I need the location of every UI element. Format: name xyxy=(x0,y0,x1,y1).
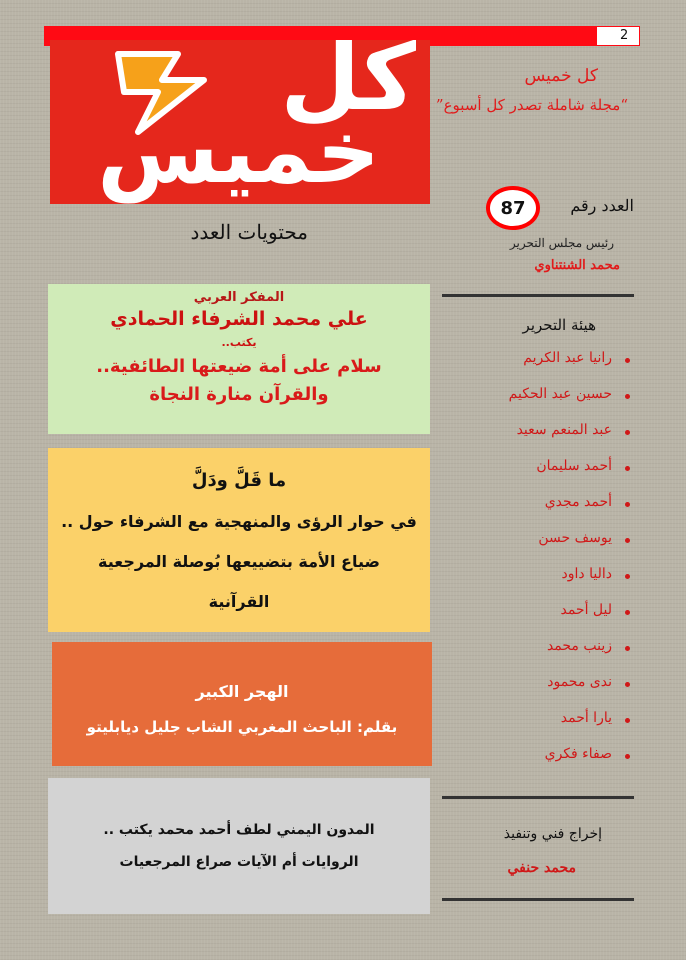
bullet-icon xyxy=(625,358,630,363)
bullet-icon xyxy=(625,610,630,615)
list-item: يارا أحمد xyxy=(470,704,640,740)
design-credit-label: إخراج فني وتنفيذ xyxy=(503,826,602,842)
design-credit-name: محمد حنفي xyxy=(507,860,576,876)
article-line: المدون اليمني لطف أحمد محمد يكتب .. xyxy=(103,822,375,838)
logo-line-1: كل xyxy=(280,40,416,131)
article-author: علي محمد الشرفاء الحمادي xyxy=(110,308,368,330)
magazine-logo xyxy=(50,40,430,204)
page-number-box xyxy=(596,26,640,46)
list-item: عبد المنعم سعيد xyxy=(470,416,640,452)
bullet-icon xyxy=(625,682,630,687)
list-item: داليا داود xyxy=(470,560,640,596)
editorial-board-list xyxy=(470,344,640,776)
list-item: ندى محمود xyxy=(470,668,640,704)
logo-line-2: خميس xyxy=(97,100,380,203)
magazine-name: كل خميس xyxy=(524,66,598,86)
article-title: ما قَلَّ ودَلَّ xyxy=(191,470,287,491)
list-item: يوسف حسن xyxy=(470,524,640,560)
article-line: ضياع الأمة بتضييعها بُوصلة المرجعية xyxy=(98,552,380,571)
list-item: صفاء فكري xyxy=(470,740,640,776)
bullet-icon xyxy=(625,538,630,543)
divider xyxy=(442,898,634,901)
chief-editor-label: رئيس مجلس التحرير xyxy=(509,236,614,250)
article-writes: يكتب.. xyxy=(221,336,257,349)
list-item: زينب محمد xyxy=(470,632,640,668)
bullet-icon xyxy=(625,754,630,759)
article-line: القرآنية xyxy=(208,592,270,611)
article-card-2[interactable] xyxy=(48,448,430,632)
issue-number-badge: 87 xyxy=(486,186,540,230)
article-title-line: سلام على أمة ضيعتها الطائفية.. xyxy=(96,356,382,377)
contents-title: محتويات العدد xyxy=(190,220,308,244)
issue-label: العدد رقم xyxy=(570,196,634,215)
bullet-icon xyxy=(625,574,630,579)
chief-editor-name: محمد الشنتناوي xyxy=(534,258,620,273)
bullet-icon xyxy=(625,718,630,723)
divider xyxy=(442,294,634,297)
article-card-3[interactable] xyxy=(52,642,432,766)
article-card-1[interactable] xyxy=(48,284,430,434)
bullet-icon xyxy=(625,502,630,507)
article-kicker: المفكر العربي xyxy=(193,290,285,305)
article-card-4[interactable] xyxy=(48,778,430,914)
bullet-icon xyxy=(625,394,630,399)
article-byline: بقلم: الباحث المغربي الشاب جليل ديابليتو xyxy=(86,718,398,736)
bullet-icon xyxy=(625,430,630,435)
list-item: أحمد سليمان xyxy=(470,452,640,488)
bullet-icon xyxy=(625,466,630,471)
list-item: رانيا عبد الكريم xyxy=(470,344,640,380)
article-line: الروايات أم الآيات صراع المرجعيات xyxy=(119,854,359,870)
editorial-board-title: هيئة التحرير xyxy=(522,316,596,334)
list-item: حسين عبد الحكيم xyxy=(470,380,640,416)
bullet-icon xyxy=(625,646,630,651)
divider xyxy=(442,796,634,799)
list-item: أحمد مجدي xyxy=(470,488,640,524)
article-title: الهجر الكبير xyxy=(195,682,289,701)
list-item: ليل أحمد xyxy=(470,596,640,632)
magazine-slogan: “مجلة شاملة تصدر كل أسبوع” xyxy=(435,96,628,114)
article-line: في حوار الرؤى والمنهجية مع الشرفاء حول .. xyxy=(61,512,417,531)
page-number: 2 xyxy=(620,28,629,43)
article-title-line: والقرآن منارة النجاة xyxy=(149,384,329,405)
